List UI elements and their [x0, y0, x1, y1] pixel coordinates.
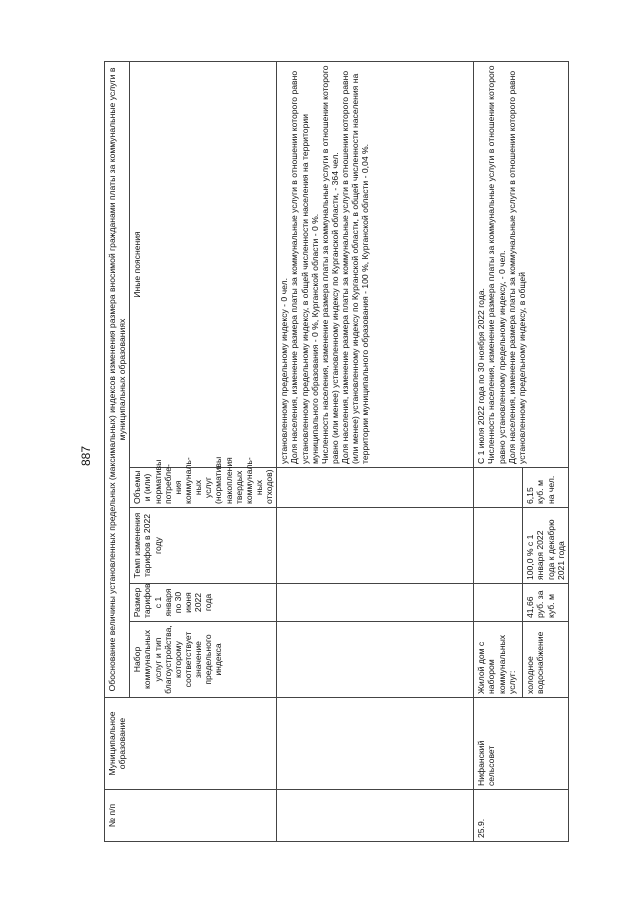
row-notes: С 1 июля 2022 года по 30 ноября 2022 года. Численность населения, изменение размера платы за коммунальные услуги в отношении которого равно установленному предельному индексу, - 0 чел. Доля населения, изменение размера платы за коммунальные услуги в отношении которого равно установленному предельному индексу, в общей — [474, 62, 569, 468]
row-municipality: Нифанский сельсовет — [474, 698, 569, 790]
row-growth-a — [474, 508, 523, 584]
row-services-b: холодное водоснабжение — [523, 622, 569, 698]
header-volume: Объемы и (или) нормативы потребле-ния коммуналь-ных услуг (нормативы накопления твердых коммуналь-ных отходов) — [130, 468, 277, 508]
row-services-a: Жилой дом с набором коммунальных услуг: — [474, 622, 523, 698]
cont-growth — [277, 508, 474, 584]
rotated-page — [104, 62, 566, 842]
header-group-title: Обоснование величины установленных предельных (максимальных) индексов изменения размера вносимой гражданами платы за коммунальные услуги в муниципальных образованиях — [105, 62, 130, 698]
cont-no — [277, 790, 474, 842]
page-number: 887 — [79, 445, 94, 467]
header-municipality: Муниципальное образование — [105, 698, 277, 790]
row-tariff-a — [474, 584, 523, 622]
row-tariff-b: 41,66 руб. за куб. м — [523, 584, 569, 622]
tariff-table — [104, 61, 569, 842]
row-volume-a — [474, 468, 523, 508]
header-growth: Темп изменения тарифов в 2022 году — [130, 508, 277, 584]
row-growth-b: 100,0 % с 1 января 2022 года к декабрю 2021 года — [523, 508, 569, 584]
row-no: 25.9. — [474, 790, 569, 842]
cont-volume — [277, 468, 474, 508]
header-tariff: Размер тарифов с 1 января по 30 июня 2022 года — [130, 584, 277, 622]
header-services: Набор коммунальных услуг и тип благоустройства, которому соответствует значение предельного индекса — [130, 622, 277, 698]
cont-tariff — [277, 584, 474, 622]
row-volume-b: 6,15 куб. м на чел. — [523, 468, 569, 508]
cont-notes: установленному предельному индексу - 0 чел. Доля населения, изменение размера платы за коммунальные услуги в отношении которого равно установленному предельному индексу, в общей численности населения на территории муниципального образования - 0 %, Курганской области - 0 %. Численность населения, изменение размера платы за коммунальные услуги в отношении которого равно (или менее) установленному индексу по Курганской области, - 364 чел. Доля населения, изменение размера платы за коммунальные услуги в отношении которого равно (или менее) установленному индексу по Курганской области, в общей численности населения на территории муниципального образования - 100 %, Курганской области - 0,04 %. — [277, 62, 474, 468]
cont-services — [277, 622, 474, 698]
cont-municipality — [277, 698, 474, 790]
header-no: № п/п — [105, 790, 277, 842]
header-notes: Иные пояснения — [130, 62, 277, 468]
